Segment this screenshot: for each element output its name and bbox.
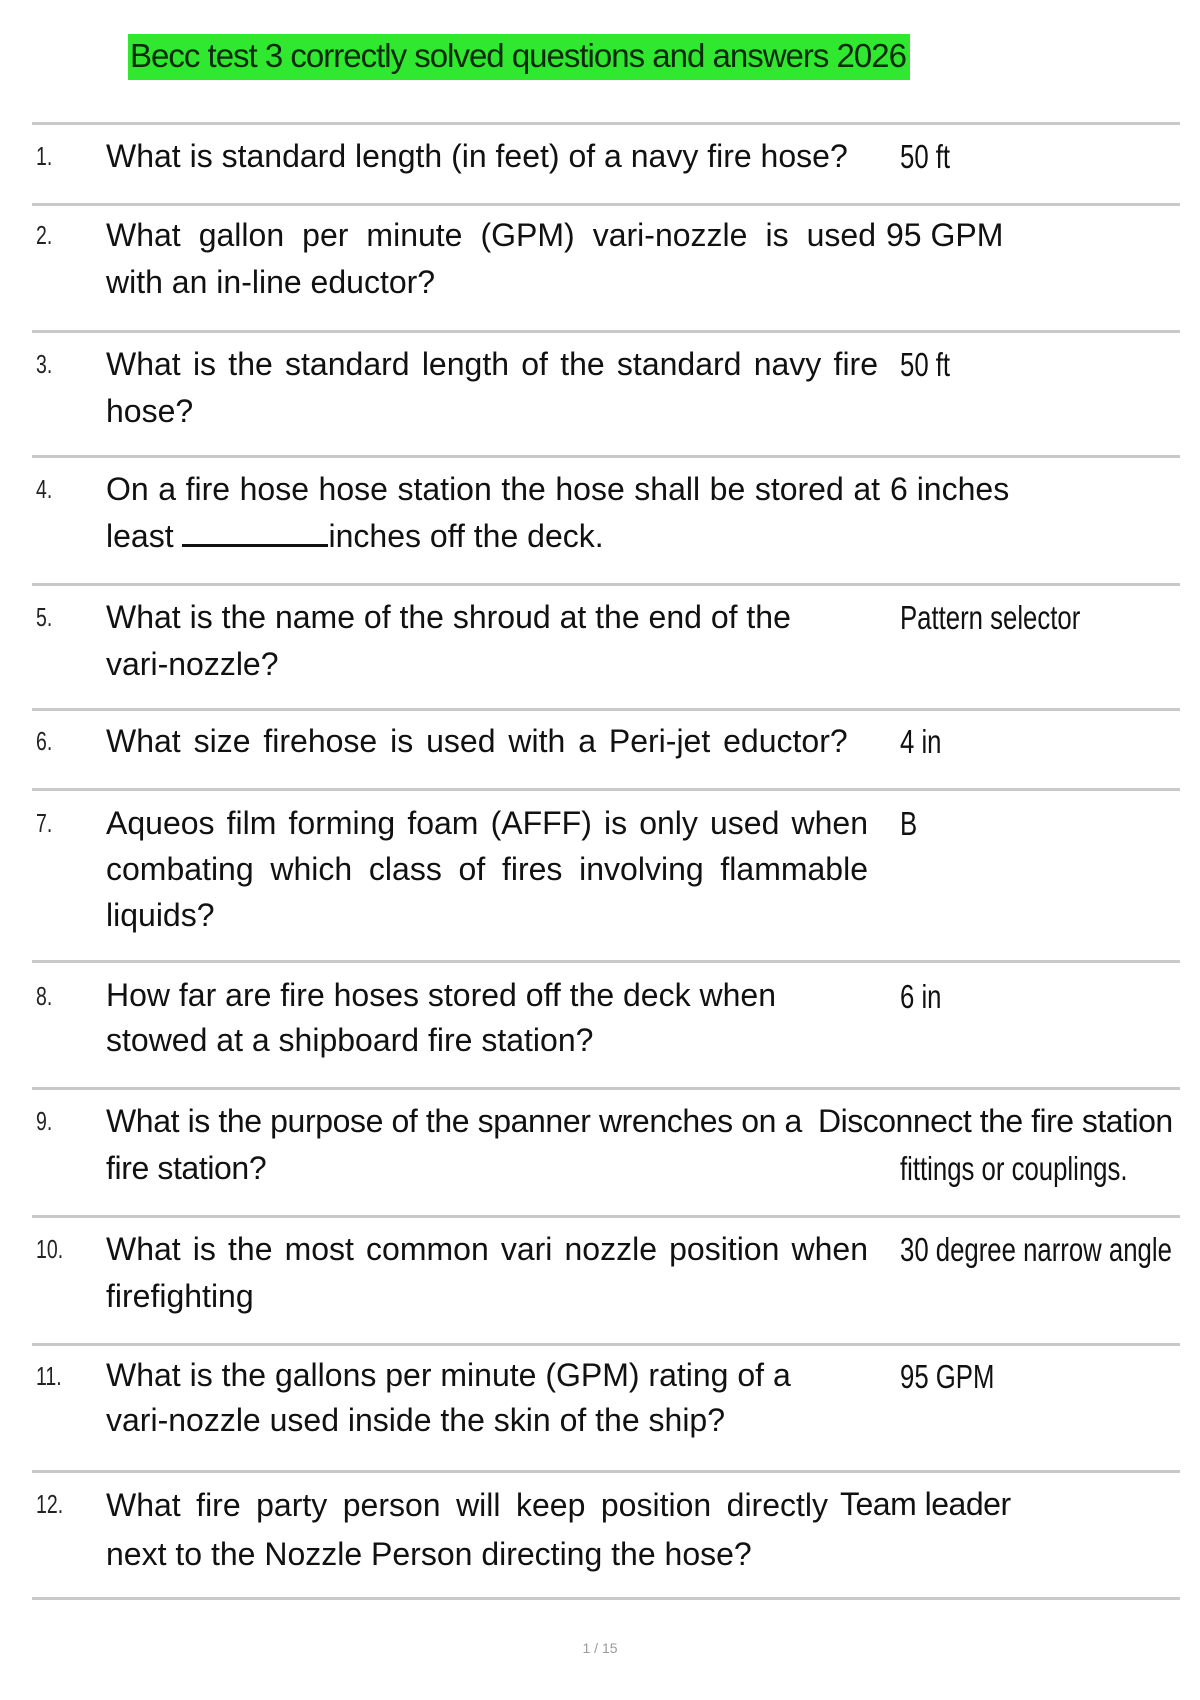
answer-text: 6 in [900, 978, 942, 1015]
row-divider [32, 330, 1180, 333]
question-text: What is the standard length of the standard navy fire hose? [106, 346, 878, 429]
question-number: 7. [36, 808, 53, 838]
answer-text-continued: fittings or couplings. [900, 1150, 1128, 1187]
row-divider [32, 1343, 1180, 1346]
answer-text: 95 GPM [900, 1358, 995, 1395]
row-divider [32, 203, 1180, 206]
document-title: Becc test 3 correctly solved questions and answers 2026 [128, 34, 910, 80]
answer-text: 50 ft [900, 346, 951, 383]
question-text: What is the name of the shroud at the end of the vari-nozzle? [106, 599, 791, 682]
answer-text: 50 ft [900, 138, 951, 175]
question-number: 12. [36, 1489, 64, 1519]
answer-text: 30 degree narrow angle [900, 1231, 1172, 1268]
question-number: 4. [36, 474, 53, 504]
answer-text: Disconnect the fire station [818, 1103, 1173, 1139]
row-divider [32, 708, 1180, 711]
question-number: 9. [36, 1106, 53, 1136]
row-divider [32, 455, 1180, 458]
question-text: What is the purpose of the spanner wrenches on a fire station? [106, 1103, 802, 1186]
row-divider [32, 1470, 1180, 1473]
question-number: 1. [36, 141, 53, 171]
question-text: What size firehose is used with a Peri-jet eductor? [106, 723, 848, 759]
question-number: 6. [36, 726, 53, 756]
question-number: 8. [36, 981, 53, 1011]
row-divider [32, 788, 1180, 791]
fill-in-blank [182, 514, 328, 547]
question-text: How far are fire hoses stored off the deck when stowed at a shipboard fire station? [106, 977, 776, 1058]
question-text: What gallon per minute (GPM) vari-nozzle is used with an in-line eductor? [106, 217, 876, 300]
question-number: 3. [36, 349, 53, 379]
row-divider [32, 1597, 1180, 1600]
question-number: 5. [36, 602, 53, 632]
answer-text: Pattern selector [900, 599, 1081, 636]
question-text: What is the gallons per minute (GPM) rating of a vari-nozzle used inside the skin of the ship? [106, 1357, 791, 1438]
answer-text: Team leader [840, 1486, 1011, 1522]
row-divider [32, 1215, 1180, 1218]
question-number: 11. [36, 1361, 62, 1391]
question-text: Aqueos film forming foam (AFFF) is only used when combating which class of fires involving flammable liquids? [106, 805, 868, 933]
answer-text: B [900, 805, 918, 842]
row-divider [32, 1087, 1180, 1090]
answer-text: 95 GPM [886, 217, 1004, 253]
row-divider [32, 122, 1180, 125]
question-text [106, 466, 880, 560]
answer-text: 6 inches [890, 471, 1010, 507]
answer-text: 4 in [900, 723, 942, 760]
row-divider [32, 583, 1180, 586]
row-divider [32, 960, 1180, 963]
question-text: What is standard length (in feet) of a navy fire hose? [106, 138, 848, 174]
question-number: 2. [36, 220, 53, 250]
question-text: What is the most common vari nozzle position when firefighting [106, 1231, 868, 1314]
question-text-part: inches off the deck. [328, 518, 604, 554]
question-text: What fire party person will keep position directly next to the Nozzle Person directing the hose? [106, 1487, 828, 1572]
question-number: 10. [36, 1234, 64, 1264]
page-number: 1 / 15 [582, 1640, 618, 1656]
question-text-part: On a fire hose hose station the hose shall be stored at least [106, 471, 880, 554]
